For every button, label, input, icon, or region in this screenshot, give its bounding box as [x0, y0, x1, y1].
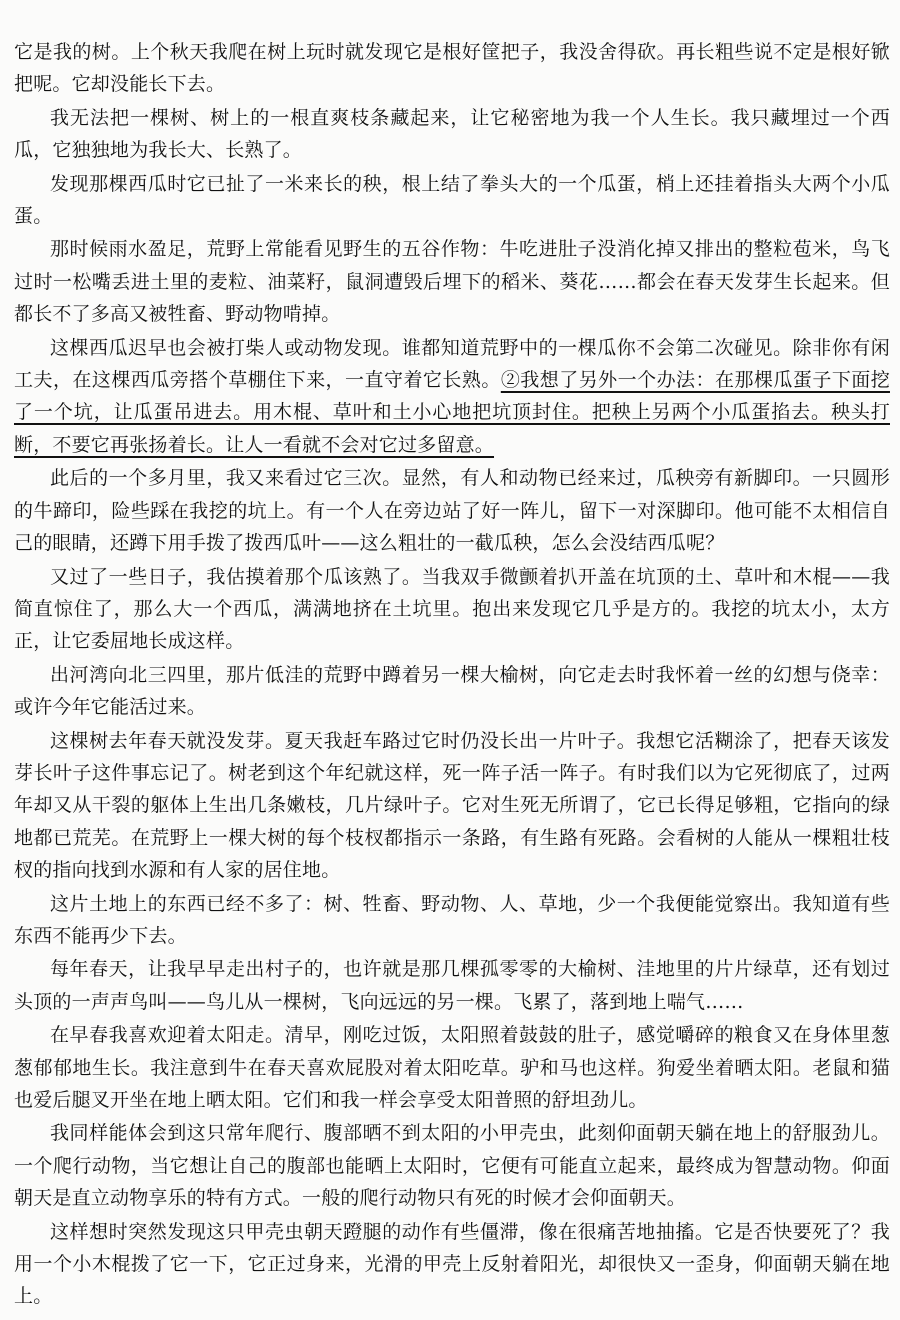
paragraph-7: 又过了一些日子，我估摸着那个瓜该熟了。当我双手微颤着扒开盖在坑顶的土、草叶和木棍——我简直惊住了，那么大一个西瓜，满满地挤在土坑里。抱出来发现它几乎是方的。我挖的坑太小，太方正，让它委屈地长成这样。 — [14, 565, 890, 653]
paragraph-2: 我无法把一棵树、树上的一根直爽枝条藏起来，让它秘密地为我一个人生长。我只藏埋过一个西瓜，它独独地为我长大、长熟了。 — [14, 106, 890, 162]
paragraph-1: 它是我的树。上个秋天我爬在树上玩时就发现它是根好筐把子，我没舍得砍。再长粗些说不定是根好锨把呢。它却没能长下去。 — [14, 41, 890, 96]
underlined-sentence-2: ②我想了另外一个办法：在那棵瓜蛋子下面挖了一个坑，让瓜蛋吊进去。用木棍、草叶和土小心地把坑顶封住。把秧上另两个小瓜蛋掐去。秧头打断，不要它再张扬着长。让人一看就不会对它过多留意。 — [14, 369, 890, 456]
paragraph-14: 这样想时突然发现这只甲壳虫朝天蹬腿的动作有些僵滞，像在很痛苦地抽搐。它是否快要死了？我用一个小木棍拨了它一下，它正过身来，光滑的甲壳上反射着阳光，却很快又一歪身，仰面朝天躺在地上。 — [14, 1220, 890, 1308]
paragraph-13: 我同样能体会到这只常年爬行、腹部晒不到太阳的小甲壳虫，此刻仰面朝天躺在地上的舒服劲儿。一个爬行动物，当它想让自己的腹部也能晒上太阳时，它便有可能直立起来，最终成为智慧动物。仰面朝天是直立动物享乐的特有方式。一般的爬行动物只有死的时候才会仰面朝天。 — [14, 1122, 890, 1210]
paragraph-3: 发现那棵西瓜时它已扯了一米来长的秧，根上结了拳头大的一个瓜蛋，梢上还挂着指头大两个小瓜蛋。 — [14, 172, 890, 228]
paragraph-11: 每年春天，让我早早走出村子的，也许就是那几棵孤零零的大榆树、洼地里的片片绿草，还有划过头顶的一声声鸟叫——鸟儿从一棵树，飞向远远的另一棵。飞累了，落到地上喘气…… — [14, 958, 890, 1013]
paragraph-6: 此后的一个多月里，我又来看过它三次。显然，有人和动物已经来过，瓜秧旁有新脚印。一只圆形的牛蹄印，险些踩在我挖的坑上。有一个人在旁边站了好一阵儿，留下一对深脚印。他可能不太相信自己的眼睛，还蹲下用手拨了拨西瓜叶——这么粗壮的一截瓜秧，怎么会没结西瓜呢？ — [14, 467, 890, 555]
paragraph-10: 这片土地上的东西已经不多了：树、牲畜、野动物、人、草地，少一个我便能觉察出。我知道有些东西不能再少下去。 — [14, 892, 890, 947]
paragraph-9: 这棵树去年春天就没发芽。夏天我赶车路过它时仍没长出一片叶子。我想它活糊涂了，把春天该发芽长叶子这件事忘记了。树老到这个年纪就这样，死一阵子活一阵子。有时我们以为它死彻底了，过两年却又从干裂的躯体上生出几条嫩枝，几片绿叶子。它对生死无所谓了，它已长得足够粗，它指向的绿地都已荒芜。在荒野上一棵大树的每个枝杈都指示一条路，有生路有死路。会看树的人能从一棵粗壮枝杈的指向找到水源和有人家的居住地。 — [14, 729, 890, 882]
paragraph-5 — [14, 332, 890, 462]
paragraph-12: 在早春我喜欢迎着太阳走。清早，刚吃过饭，太阳照着鼓鼓的肚子，感觉嚼碎的粮食又在身体里葱葱郁郁地生长。我注意到牛在春天喜欢屁股对着太阳吃草。驴和马也这样。狗爱坐着晒太阳。老鼠和猫也爱后腿叉开坐在地上晒太阳。它们和我一样会享受太阳普照的舒坦劲儿。 — [14, 1024, 890, 1111]
paragraph-4: 那时候雨水盈足，荒野上常能看见野生的五谷作物：牛吃进肚子没消化掉又排出的整粒苞米，鸟飞过时一松嘴丢进土里的麦粒、油菜籽，鼠洞遭毁后埋下的稻米、葵花……都会在春天发芽生长起来。但都长不了多高又被牲畜、野动物啃掉。 — [14, 238, 890, 326]
paragraph-5-text: 这棵西瓜迟早也会被打柴人或动物发现。谁都知道荒野中的一棵瓜你不会第二次碰见。除非你有闲工夫，在这棵西瓜旁搭个草棚住下来，一直守着它长熟。 — [14, 336, 890, 392]
paragraph-8: 出河湾向北三四里，那片低洼的荒野中蹲着另一棵大榆树，向它走去时我怀着一丝的幻想与侥幸：或许今年它能活过来。 — [14, 663, 890, 719]
article-body — [14, 36, 890, 1314]
